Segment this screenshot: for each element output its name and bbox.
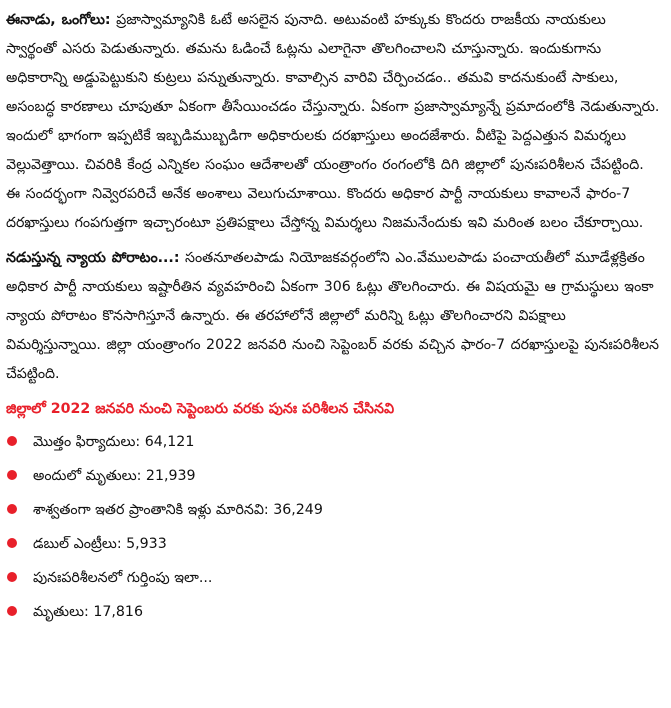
list-item — [6, 527, 661, 561]
stat-relocated: శాశ్వతంగా ఇతర ప్రాంతానికి ఇళ్లు మారినవి: 36,249 — [33, 502, 323, 518]
subheading-legal-fight: నడుస్తున్న న్యాయ పోరాటం...: — [6, 250, 180, 266]
red-dot-bullet-icon — [7, 436, 17, 446]
list-item — [6, 459, 661, 493]
list-item — [6, 425, 661, 459]
paragraph-intro-text: ప్రజాస్వామ్యానికి ఓటే అసలైన పునాది. అటువంటి హక్కుకు కొందరు రాజకీయ నాయకులు స్వార్థంతో ఎసరు పెడుతున్నారు. తమను ఓడించే ఓట్లను ఎలాగైనా తొలగించాలని చూస్తున్నారు. ఇందుకుగాను అధికారాన్ని అడ్డుపెట్టుకుని కుట్రలు పన్నుతున్నారు. కావాల్సిన వారివి చేర్పించడం.. తమవి కాదనుకుంటే సాకులు, అసంబద్ధ కారణాలు చూపుతూ ఏకంగా తీసేయించడం చేస్తున్నారు. ఏకంగా ప్రజాస్వామ్యాన్నే ప్రమాదంలోకి నెడుతున్నారు. ఇందులో భాగంగా ఇప్పటికే ఇబ్బడిముబ్బడిగా అధికారులకు దరఖాస్తులు అందజేశారు. వీటిపై పెద్దఎత్తున విమర్శలు వెల్లువెత్తాయి. చివరికి కేంద్ర ఎన్నికల సంఘం ఆదేశాలతో యంత్రాంగం రంగంలోకి దిగి జిల్లాలో పునఃపరిశీలన చేపట్టింది. ఈ సందర్భంగా నివ్వెరపరిచే అనేక అంశాలు వెలుగుచూశాయి. కొందరు అధికార పార్టీ నాయకులు కావాలనే ఫారం-7 దరఖాస్తులు గంపగుత్తగా ఇచ్చారంటూ ప్రతిపక్షాలు చేస్తోన్న విమర్శలు నిజమనేందుకు ఇవి మరింత బలం చేకూర్చాయి. — [6, 12, 660, 231]
red-dot-bullet-icon — [7, 504, 17, 514]
stat-total-complaints: మొత్తం ఫిర్యాదులు: 64,121 — [33, 434, 195, 450]
list-item — [6, 595, 661, 629]
stat-reverification-header: పునఃపరిశీలనలో గుర్తింపు ఇలా... — [33, 570, 213, 586]
dateline: ఈనాడు, ఒంగోలు: — [6, 12, 111, 28]
stat-double-entries: డబుల్ ఎంట్రీలు: 5,933 — [33, 536, 167, 552]
stat-verified-deceased: మృతులు: 17,816 — [33, 604, 143, 620]
paragraph-legal-fight — [6, 244, 661, 389]
red-dot-bullet-icon — [7, 470, 17, 480]
red-dot-bullet-icon — [7, 538, 17, 548]
paragraph-intro — [6, 6, 661, 238]
list-item — [6, 561, 661, 595]
stat-deceased: అందులో మృతులు: 21,939 — [33, 468, 196, 484]
red-dot-bullet-icon — [7, 572, 17, 582]
stats-list — [6, 425, 661, 629]
list-item — [6, 493, 661, 527]
stats-section-title: జిల్లాలో 2022 జనవరి నుంచి సెప్టెంబరు వరకు పునః పరిశీలన చేసినవి — [6, 401, 395, 417]
red-dot-bullet-icon — [7, 606, 17, 616]
paragraph-legal-fight-text: సంతనూతలపాడు నియోజకవర్గంలోని ఎం.వేములపాడు పంచాయతీలో మూడేళ్లక్రితం అధికార పార్టీ నాయకులు ఇష్టారీతిన వ్యవహరించి ఏకంగా 306 ఓట్లు తొలగించారు. ఈ విషయమై ఆ గ్రామస్థులు ఇంకా న్యాయ పోరాటం కొనసాగిస్తూనే ఉన్నారు. ఈ తరహాలోనే జిల్లాలో మరిన్ని ఓట్లు తొలగించారని విపక్షాలు విమర్శిస్తున్నాయి. జిల్లా యంత్రాంగం 2022 జనవరి నుంచి సెప్టెంబర్ వరకు వచ్చిన ఫారం-7 దరఖాస్తులపై పునఃపరిశీలన చేపట్టింది. — [6, 250, 660, 382]
